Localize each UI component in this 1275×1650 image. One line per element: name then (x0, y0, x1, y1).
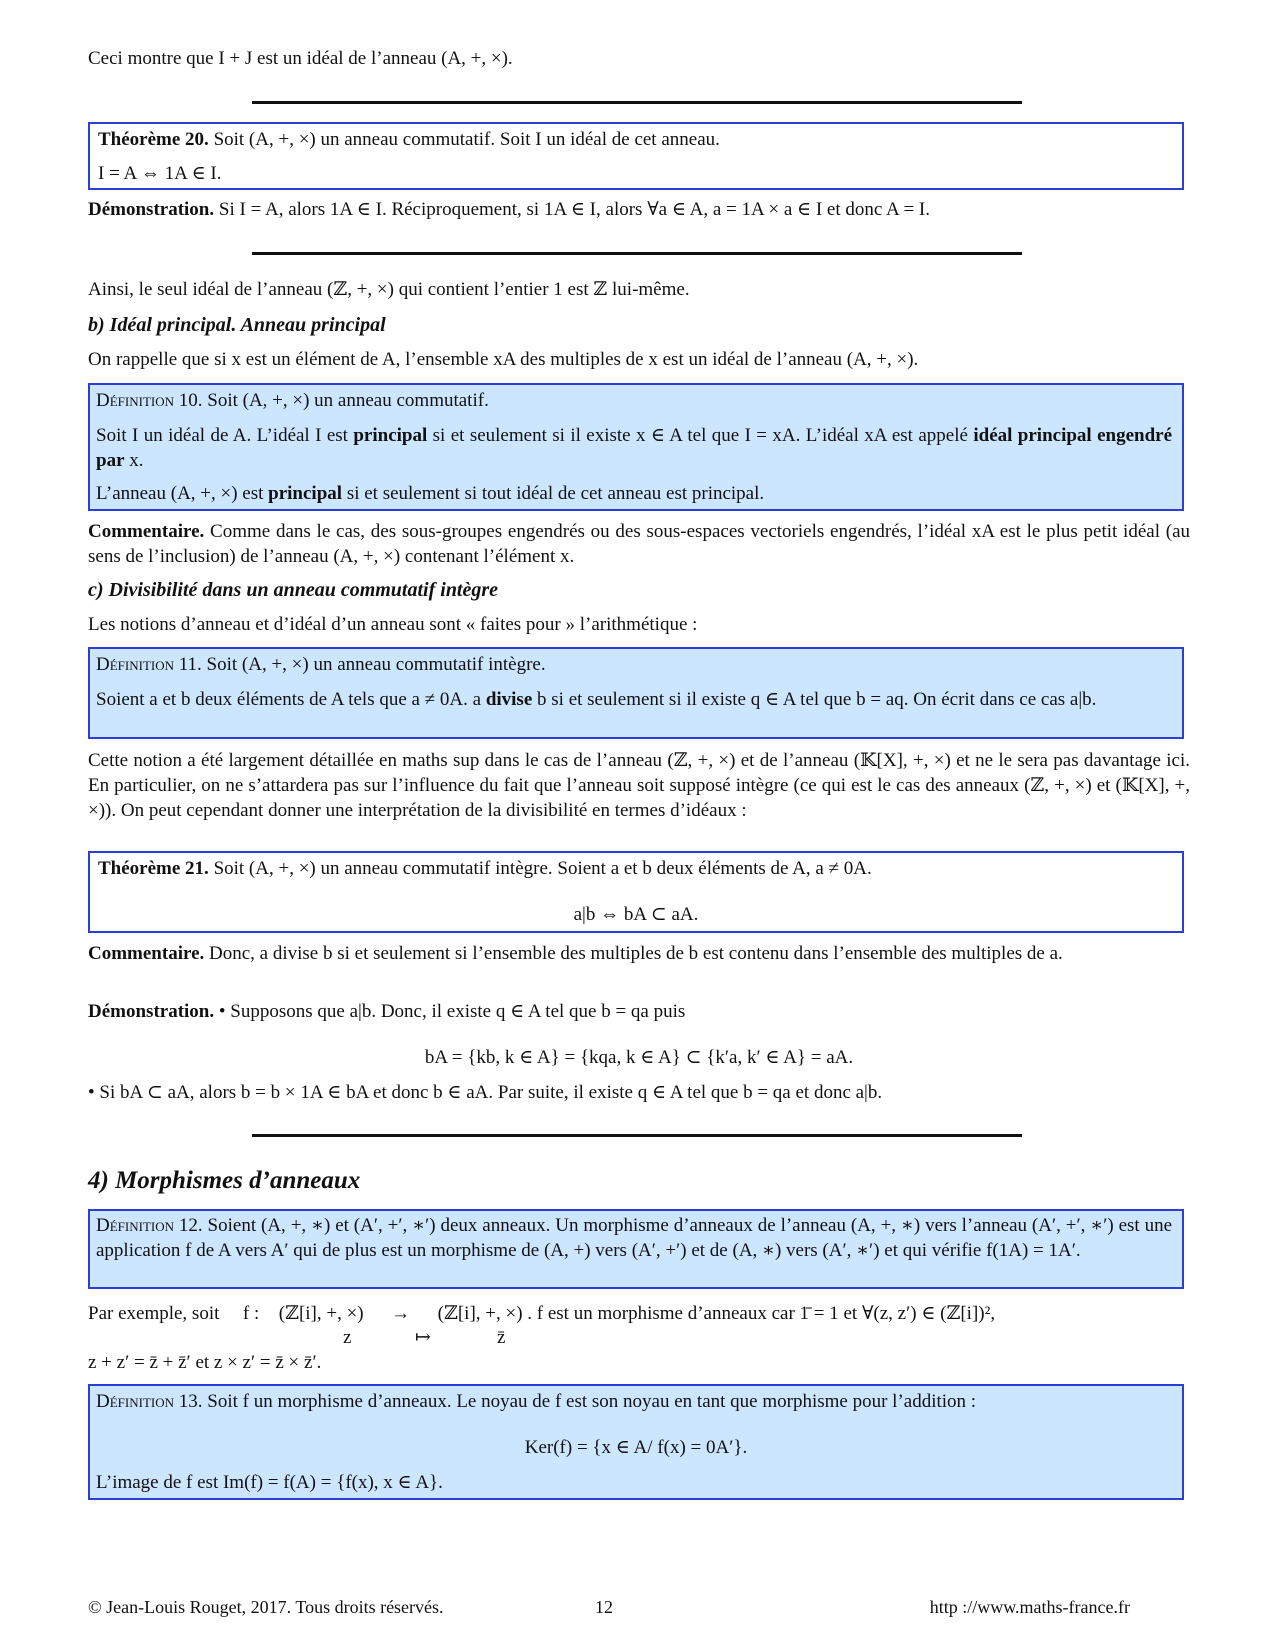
section-4-heading: 4) Morphismes d’anneaux (88, 1167, 361, 1194)
example-line2: z + z′ = z̄ + z̄′ et z × z′ = z̄ × z̄′. (88, 1352, 322, 1373)
demo-21-line1: Démonstration. • Supposons que a|b. Donc, il existe q ∈ A tel que b = qa puis (88, 1001, 686, 1022)
demo-21-label: Démonstration. (88, 1001, 215, 1022)
comment-1 (88, 519, 1190, 569)
theorem-20-formula: I = A ⇔ 1A ∈ I. (98, 163, 222, 184)
footer-copyright: © Jean-Louis Rouget, 2017. Tous droits réservés. (88, 1597, 444, 1617)
definition-13-formula: Ker(f) = {x ∈ A/ f(x) = 0A′}. (524, 1437, 748, 1458)
example-var: z (343, 1327, 352, 1348)
after-demo-20: Ainsi, le seul idéal de l’anneau (ℤ, +, ×) qui contient l’entier 1 est ℤ lui-même. (88, 279, 690, 300)
definition-13-box (88, 1384, 1184, 1500)
theorem-20-label: Théorème 20. (98, 129, 209, 150)
separator-rule-1 (252, 101, 1022, 104)
definition-10-para3: L’anneau (A, +, ×) est principal si et seulement si tout idéal de cet anneau est principal. (96, 483, 765, 504)
theorem-21-statement: Soit (A, +, ×) un anneau commutatif intègre. Soient a et b deux éléments de A, a ≠ 0A. (213, 858, 872, 879)
definition-11-para2: Soient a et b deux éléments de A tels que a ≠ 0A. a divise b si et seulement si il existe q ∈ A tel que b = aq. On écrit dans ce cas a|b. (96, 689, 1097, 710)
demo-21-line2: • Si bA ⊂ aA, alors b = b × 1A ∈ bA et donc b ∈ aA. Par suite, il existe q ∈ A tel que b = qa et donc a|b. (88, 1082, 883, 1103)
definition-10-box (88, 383, 1184, 511)
example-mapsto: ↦ (415, 1327, 431, 1348)
demo-21-formula: bA = {kb, k ∈ A} = {kqa, k ∈ A} ⊂ {k′a, k′ ∈ A} = aA. (424, 1047, 854, 1068)
intro-c: Les notions d’anneau et d’idéal d’un anneau sont « faites pour » l’arithmétique : (88, 614, 698, 635)
intro-b: On rappelle que si x est un élément de A, l’ensemble xA des multiples de x est un idéal de l’anneau (A, +, ×). (88, 349, 919, 370)
comment-2-text: Donc, a divise b si et seulement si l’ensemble des multiples de b est contenu dans l’ensemble des multiples de a. (209, 943, 1063, 964)
comment-1-label: Commentaire. (88, 521, 205, 542)
footer-url[interactable]: http ://www.maths-france.fr (929, 1597, 1130, 1617)
section-b-heading: b) Idéal principal. Anneau principal (88, 314, 386, 336)
separator-rule-2 (252, 252, 1022, 255)
definition-10-para2: Soit I un idéal de A. L’idéal I est principal si et seulement si il existe x ∈ A tel que I = xA. L’idéal xA est appelé idéal principal engendré par x. (96, 425, 1173, 471)
theorem-20-box (88, 122, 1184, 190)
top-line: Ceci montre que I + J est un idéal de l’anneau (A, +, ×). (88, 48, 513, 69)
comment-1-text: Comme dans le cas, des sous-groupes engendrés ou des sous-espaces vectoriels engendrés, l’idéal xA est le plus petit idéal (au sens de l’inclusion) de l’anneau (A, +, ×) contenant l’élément x. (88, 521, 1190, 567)
definition-11-label: Définition 11. (96, 654, 202, 675)
theorem-21-box (88, 851, 1184, 933)
definition-13-label: Définition 13. (96, 1391, 203, 1412)
example-line1: Par exemple, soit f : (ℤ[i], +, ×) → (ℤ[i], +, ×) . f est un morphisme d’anneaux car 1̄ = 1 et ∀(z, z′) ∈ (ℤ[i])², (88, 1303, 996, 1324)
comment-2 (88, 941, 1190, 966)
definition-10-label: Définition 10. (96, 390, 203, 411)
section-c-heading: c) Divisibilité dans un anneau commutatif intègre (88, 579, 499, 601)
comment-2-label: Commentaire. (88, 943, 205, 964)
theorem-21-formula: a|b ⇔ bA ⊂ aA. (573, 904, 699, 925)
definition-12-label: Définition 12. (96, 1215, 203, 1236)
definition-12-text: Soient (A, +, ∗) et (A′, +′, ∗′) deux anneaux. Un morphisme d’anneaux de l’anneau (A, +, ∗) vers l’anneau (A′, +′, ∗′) est une application f de A vers A′ qui de plus est un morphisme de (A, +) vers (A′, +′) et de (A, ∗) vers (A′, ∗′) et qui vérifie f(1A) = 1A′. (96, 1215, 1173, 1261)
separator-rule-3 (252, 1134, 1022, 1137)
demo-20-label: Démonstration. (88, 199, 215, 220)
definition-10-line1: Soit (A, +, ×) un anneau commutatif. (207, 390, 489, 411)
example-conj: z̄ (497, 1327, 506, 1348)
definition-11-box (88, 647, 1184, 739)
definition-11-line1: Soit (A, +, ×) un anneau commutatif intègre. (206, 654, 546, 675)
footer-page-number: 12 (595, 1597, 613, 1617)
theorem-20-statement: Soit (A, +, ×) un anneau commutatif. Soit I un idéal de cet anneau. (213, 129, 720, 150)
definition-13-line1: Soit f un morphisme d’anneaux. Le noyau de f est son noyau en tant que morphisme pour l’addition : (207, 1391, 977, 1412)
after-def-11: Cette notion a été largement détaillée en maths sup dans le cas de l’anneau (ℤ, +, ×) et de l’anneau (𝕂[X], +, ×) et ne le sera pas davantage ici. En particulier, on ne s’attardera pas sur l’influence du fait que l’anneau soit supposé intègre (ce qui est le cas des anneaux (ℤ, +, ×) et (𝕂[X], +, ×)). On peut cependant donner une interprétation de la divisibilité en termes d’idéaux : (88, 750, 1190, 821)
demo-20 (88, 198, 1192, 222)
definition-13-line3: L’image de f est Im(f) = f(A) = {f(x), x ∈ A}. (96, 1472, 443, 1493)
theorem-21-label: Théorème 21. (98, 858, 209, 879)
demo-20-text: Si I = A, alors 1A ∈ I. Réciproquement, si 1A ∈ I, alors ∀a ∈ A, a = 1A × a ∈ I et donc A = I. (218, 199, 930, 220)
definition-12-box (88, 1209, 1184, 1289)
